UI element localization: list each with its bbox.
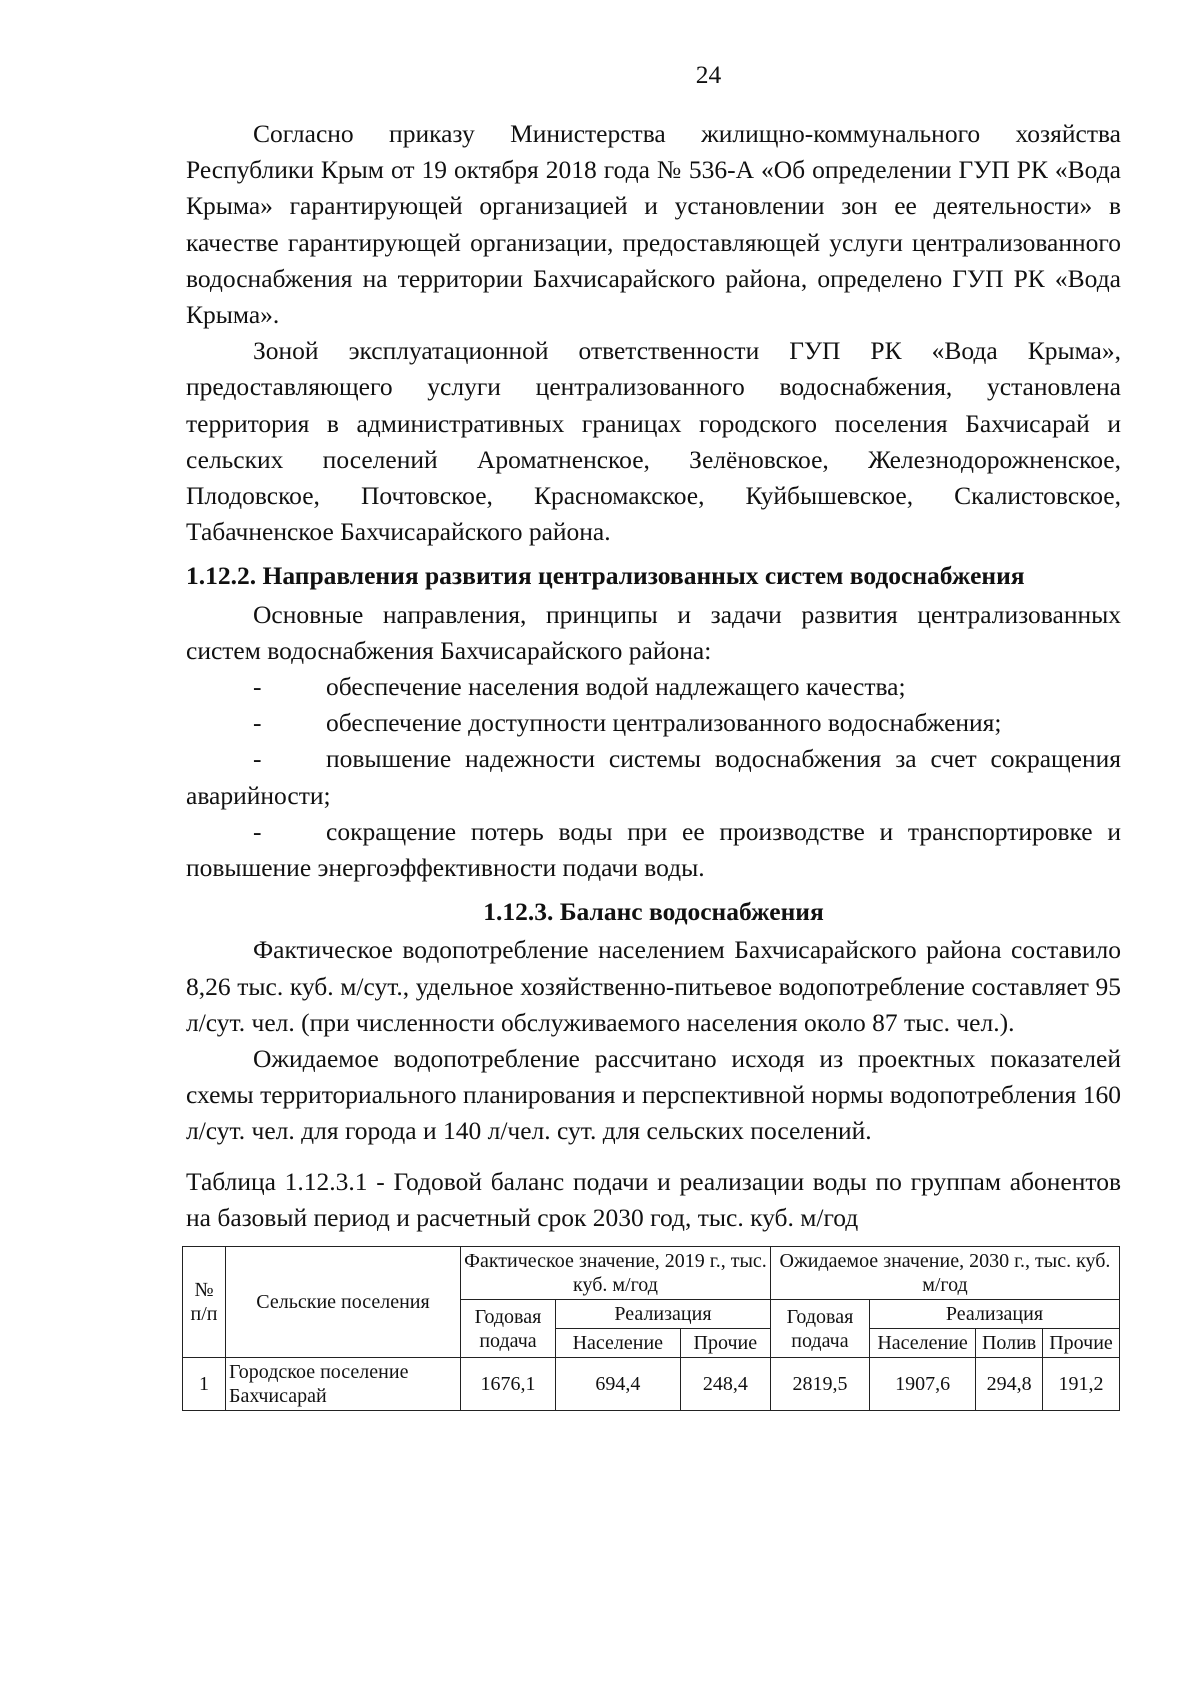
list-item-text: обеспечение доступности централизованного водоснабжения; xyxy=(326,708,1002,738)
cell-num: 1 xyxy=(183,1358,226,1411)
header-actual-other: Прочие xyxy=(680,1329,770,1358)
list-item xyxy=(186,814,1121,886)
document-page xyxy=(186,60,1121,1411)
section-heading-development: 1.12.2. Направления развития централизованных систем водоснабжения xyxy=(186,561,1025,591)
header-actual: Фактическое значение, 2019 г., тыс. куб. м/год xyxy=(461,1247,771,1300)
cell-settlement: Городское поселение Бахчисарай xyxy=(226,1358,461,1411)
list-item-text: обеспечение населения водой надлежащего качества; xyxy=(326,672,906,702)
header-expected-realization: Реализация xyxy=(869,1300,1119,1329)
bullet-dash: - xyxy=(253,816,262,846)
bullet-dash: - xyxy=(253,744,262,774)
header-expected-supply: Годовая подача xyxy=(770,1300,869,1358)
list-item-text: сокращение потерь воды при ее производстве и транспортировке и повышение энергоэффективности подачи воды. xyxy=(186,816,1121,883)
balance-table xyxy=(182,1246,1120,1411)
cell-actual-supply: 1676,1 xyxy=(461,1358,556,1411)
bullet-dash: - xyxy=(253,708,262,738)
cell-actual-population: 694,4 xyxy=(556,1358,681,1411)
header-settlement: Сельские поселения xyxy=(226,1247,461,1358)
list-item xyxy=(186,669,1121,705)
paragraph-zone: Зоной эксплуатационной ответственности ГУП РК «Вода Крыма», предоставляющего услуги централизованного водоснабжения, установлена территория в административных границах городского поселения Бахчисарай и сельских поселений Ароматненское, Зелёновское, Железнодорожненское, Плодовское, Почтовское, Красномакское, Куйбышевское, Скалистовское, Табачненское Бахчисарайского района. xyxy=(186,336,1121,547)
cell-expected-watering: 294,8 xyxy=(976,1358,1043,1411)
list-item xyxy=(186,705,1121,741)
bullet-dash: - xyxy=(253,672,262,702)
header-actual-population: Население xyxy=(556,1329,681,1358)
table-row xyxy=(183,1358,1120,1411)
cell-expected-other: 191,2 xyxy=(1043,1358,1120,1411)
paragraph-expected-consumption: Ожидаемое водопотребление рассчитано исходя из проектных показателей схемы территориального планирования и перспективной нормы водопотребления 160 л/сут. чел. для города и 140 л/чел. сут. для сельских поселений. xyxy=(186,1044,1121,1146)
cell-expected-population: 1907,6 xyxy=(869,1358,975,1411)
page-number: 24 xyxy=(695,60,722,89)
header-expected-other: Прочие xyxy=(1043,1329,1120,1358)
cell-actual-other: 248,4 xyxy=(680,1358,770,1411)
cell-expected-supply: 2819,5 xyxy=(770,1358,869,1411)
header-actual-supply: Годовая подача xyxy=(461,1300,556,1358)
paragraph-actual-consumption: Фактическое водопотребление населением Бахчисарайского района составило 8,26 тыс. куб. м/сут., удельное хозяйственно-питьевое водопотребление составляет 95 л/сут. чел. (при численности обслуживаемого населения около 87 тыс. чел.). xyxy=(186,935,1121,1037)
header-num: № п/п xyxy=(183,1247,226,1358)
section-heading-balance: 1.12.3. Баланс водоснабжения xyxy=(483,897,824,927)
header-expected-watering: Полив xyxy=(976,1329,1043,1358)
list-item-text: повышение надежности системы водоснабжения за счет сокращения аварийности; xyxy=(186,744,1121,810)
table-header-row xyxy=(183,1247,1120,1300)
header-actual-realization: Реализация xyxy=(556,1300,771,1329)
table-caption: Таблица 1.12.3.1 - Годовой баланс подачи и реализации воды по группам абонентов на базовый период и расчетный срок 2030 год, тыс. куб. м/год xyxy=(186,1166,1121,1232)
paragraph-order: Согласно приказу Министерства жилищно-коммунального хозяйства Республики Крым от 19 октября 2018 года № 536-А «Об определении ГУП РК «Вода Крыма» гарантирующей организацией и установлении зон ее деятельности» в качестве гарантирующей организации, предоставляющей услуги централизованного водоснабжения на территории Бахчисарайского района, определено ГУП РК «Вода Крыма». xyxy=(186,119,1121,330)
paragraph-directions-intro: Основные направления, принципы и задачи развития централизованных систем водоснабжения Бахчисарайского района: xyxy=(186,599,1121,665)
header-expected: Ожидаемое значение, 2030 г., тыс. куб. м/год xyxy=(770,1247,1119,1300)
list-item xyxy=(186,741,1121,813)
header-expected-population: Население xyxy=(869,1329,975,1358)
